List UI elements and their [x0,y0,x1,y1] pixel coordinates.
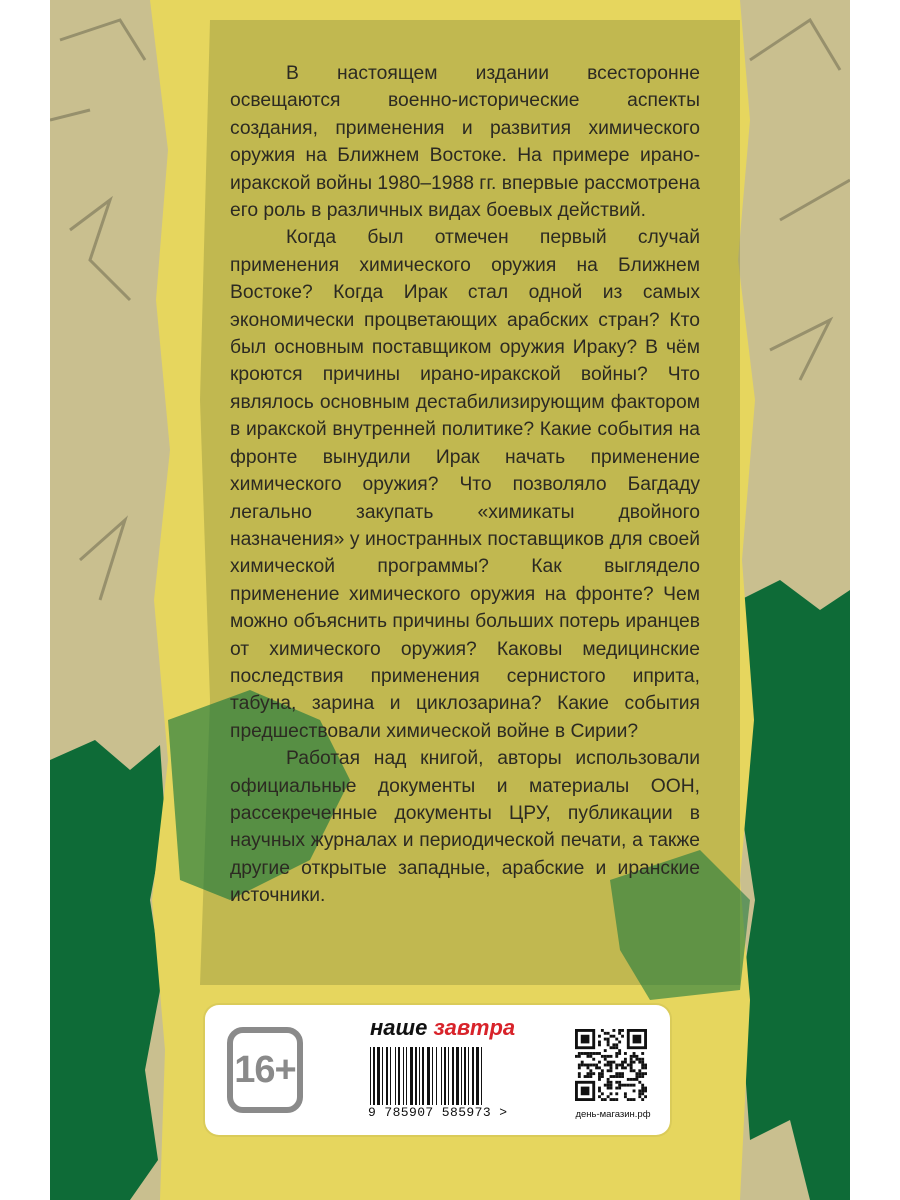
publisher-logo [370,1015,515,1041]
publisher-logo-part-2: завтра [433,1015,516,1040]
publisher-logo-part-1: наше [370,1015,428,1040]
publication-info-panel [205,1005,670,1135]
qr-code [575,1029,647,1101]
annotation-paragraph-3: Работая над книгой, авторы использовали официальные документы и материалы ООН, рассекреченные документы ЦРУ, публикации в научных журналах и периодической печати, а также другие открытые западные, арабские и иранские источники. [230,748,700,907]
age-rating-badge: 16+ [227,1027,303,1113]
annotation-paragraph-2: Когда был отмечен первый случай применения химического оружия на Ближнем Востоке? Когда Ирак стал одной из самых экономически процветающих арабских стран? Кто был основным поставщиком оружия Ираку? В чём кроются причины ирано-иракской войны? Что являлось основным дестабилизирующим фактором в иракской внутренней политике? Какие события на фронте вынудили Ирак начать применение химического оружия? Что позволяло Багдаду легально закупать «химикаты двойного назначения» у иностранных поставщиков для своей химической программы? Как выглядело применение химического оружия на фронте? Чем можно объяснить причины больших потерь иранцев от химического оружия? Каковы медицинские последствия применения сернистого иприта, табуна, зарина и циклозарина? Какие события предшествовали химической войне в Сирии? [230,227,700,742]
isbn-number: 9 785907 585973 > [368,1105,508,1120]
website-url: день-магазин.рф [575,1109,651,1120]
isbn-barcode [368,1047,528,1105]
annotation-paragraph-1: В настоящем издании всесторонне освещаются военно-исторические аспекты создания, применения и развития химического оружия на Ближнем Востоке. На примере ирано-иракской войны 1980–1988 гг. впервые рассмотрена его роль в различных видах боевых действий. [230,63,700,222]
annotation-text [230,60,700,910]
